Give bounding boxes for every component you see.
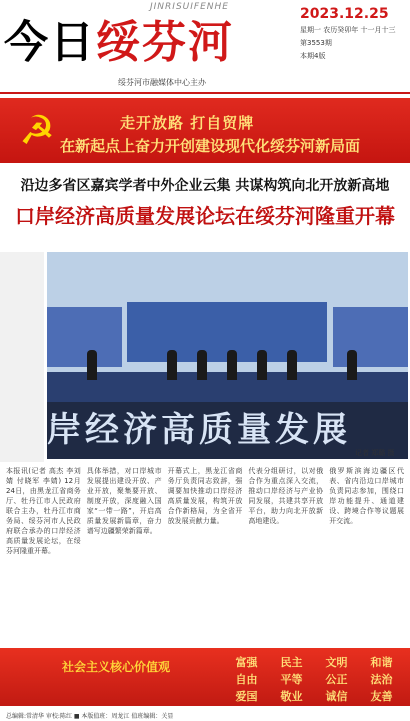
- party-emblem-icon: ☭: [19, 108, 55, 154]
- value-word: 自由: [235, 673, 258, 686]
- weekday-lunar: 星期一 农历癸卯年 十一月十三: [300, 26, 396, 34]
- masthead-divider: [0, 92, 410, 94]
- value-word: 敬业: [280, 690, 303, 703]
- photo-banner-text: 岸经济高质量发展: [47, 410, 351, 450]
- photo-side-screen-right: [333, 307, 408, 367]
- value-word: 平等: [280, 673, 303, 686]
- forum-photo: [47, 252, 408, 459]
- issue-info: [300, 6, 406, 70]
- page-count: 本期4版: [300, 52, 326, 60]
- newspaper-title: [4, 6, 234, 70]
- photo-person: [227, 350, 237, 380]
- photo-person: [347, 350, 357, 380]
- banner-line-2: 在新起点上奋力开创建设现代化绥芬河新局面: [60, 137, 361, 155]
- value-word: 富强: [235, 656, 258, 669]
- core-values-banner: [0, 648, 410, 706]
- title-black: 今日: [4, 17, 96, 68]
- value-word: 友善: [370, 690, 393, 703]
- banner-line-1: 走开放路 打自贸牌: [120, 114, 255, 132]
- page-footer: 总编辑:常清华 审校:陈红 ■ 本版值班：周龙江 值班编辑：关显: [6, 713, 174, 720]
- article-subhead: 沿边多省区嘉宾学者中外企业云集 共谋构筑向北开放新高地: [20, 178, 390, 194]
- title-red: 绥芬河: [96, 17, 234, 68]
- article-headline: 口岸经济高质量发展论坛在绥芬河隆重开幕: [15, 204, 395, 228]
- slogan-banner: [0, 98, 410, 163]
- photo-left-margin: [0, 252, 44, 462]
- photo-side-screen-left: [47, 307, 122, 367]
- sponsor-line: 绥芬河市融媒体中心主办: [118, 78, 206, 87]
- core-values-title: 社会主义核心价值观: [62, 660, 171, 674]
- photo-credit: 记者 郑璐 摄: [355, 449, 395, 457]
- article-column: 俄罗斯滨海边疆区代表、省内沿边口岸城市负责同志参加，围绕口岸功能提升、通道建设、跨境合作等议题展开交流。: [329, 467, 404, 525]
- masthead-pinyin: JINRISUIFENHE: [150, 2, 229, 12]
- masthead: [0, 0, 410, 96]
- article-column: 代表分组研讨，以对俄合作为重点深入交流，推动口岸经济与产业协同发展，共建共享开放平台，助力向北开放新高地建设。: [248, 467, 324, 525]
- value-word: 和谐: [370, 656, 393, 669]
- value-word: 法治: [370, 673, 393, 686]
- value-word: 公正: [325, 673, 348, 686]
- article-column: 具体举措，对口岸城市发展提出建设开放、产业开放，聚集要开放、制度开放，深度融入国家“一带一路”，开启高质量发展新篇章，奋力谱写边疆繁荣新篇章。: [86, 467, 162, 535]
- photo-person: [87, 350, 97, 380]
- photo-person: [167, 350, 177, 380]
- photo-person: [197, 350, 207, 380]
- value-word: 民主: [280, 656, 303, 669]
- issue-number: 第3553期: [300, 39, 332, 47]
- photo-person: [287, 350, 297, 380]
- article-column: 本报讯(记者 高杰 李刘婧 付晓军 李婧) 12月24日，由黑龙江省商务厅、牡丹江市人民政府联合主办，牡丹江市商务局、绥芬河市人民政府联合承办的口岸经济高质量发展论坛，在绥芬河隆重开幕。: [6, 467, 81, 555]
- article-body: [6, 466, 404, 646]
- value-word: 诚信: [325, 690, 348, 703]
- issue-date: 2023.12.25: [300, 6, 389, 22]
- value-word: 文明: [325, 656, 348, 669]
- article-column: 开幕式上，黑龙江省商务厅负责同志致辞，强调要加快推动口岸经济高质量发展，构筑开放合作新格局，为全省开放发展贡献力量。: [167, 467, 243, 525]
- photo-person: [257, 350, 267, 380]
- value-word: 爱国: [235, 690, 258, 703]
- core-values-grid: [224, 654, 404, 704]
